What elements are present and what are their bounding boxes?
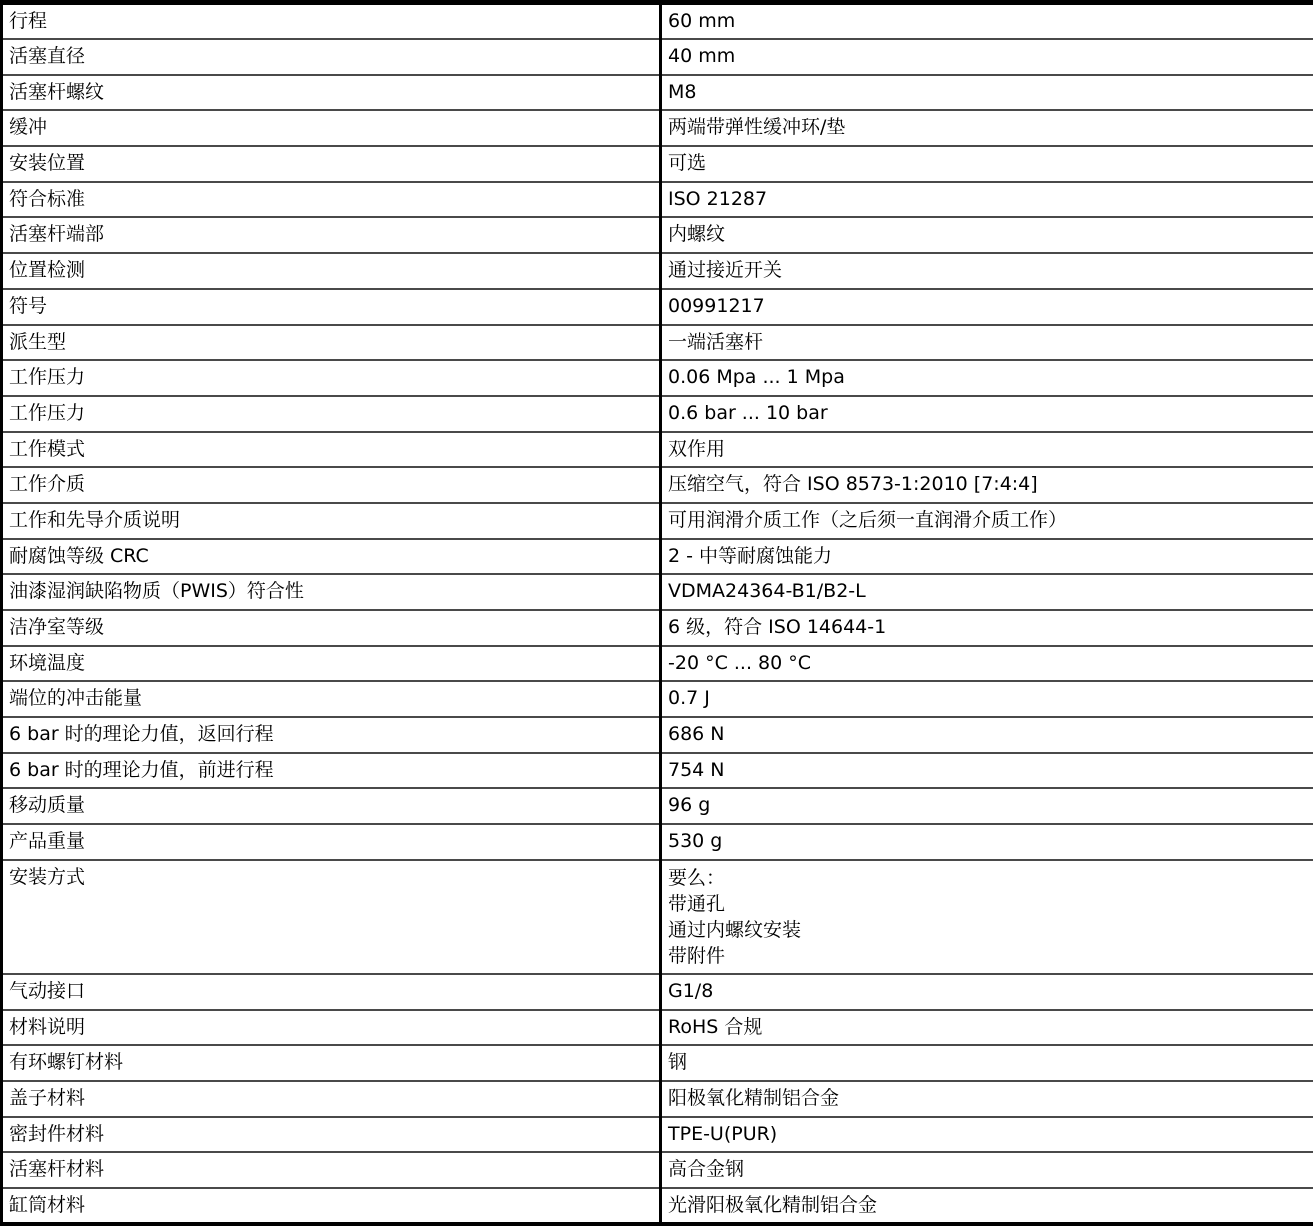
mounting-line: 通过内螺纹安装 [668, 918, 802, 941]
table-row [2, 824, 1313, 860]
spec-label: 端位的冲击能量 [2, 681, 661, 717]
spec-value: 6 级，符合 ISO 14644-1 [661, 610, 1313, 646]
table-row [2, 253, 1313, 289]
spec-label: 活塞杆螺纹 [2, 75, 661, 111]
spec-label: 工作压力 [2, 396, 661, 432]
spec-label: 工作压力 [2, 360, 661, 396]
spec-label: 安装位置 [2, 146, 661, 182]
spec-value: 阳极氧化精制铝合金 [661, 1081, 1313, 1117]
table-row [2, 146, 1313, 182]
spec-label: 材料说明 [2, 1010, 661, 1046]
table-row [2, 539, 1313, 575]
spec-value: -20 °C ... 80 °C [661, 646, 1313, 682]
table-row-mounting [2, 860, 1313, 974]
table-row [2, 289, 1313, 325]
spec-value: 两端带弹性缓冲环/垫 [661, 110, 1313, 146]
spec-label: 工作模式 [2, 432, 661, 468]
table-row [2, 325, 1313, 361]
spec-value: 96 g [661, 788, 1313, 824]
table-row [2, 646, 1313, 682]
spec-value: 0.06 Mpa ... 1 Mpa [661, 360, 1313, 396]
spec-label: 符号 [2, 289, 661, 325]
spec-label: 安装方式 [2, 860, 661, 974]
spec-value: 2 - 中等耐腐蚀能力 [661, 539, 1313, 575]
spec-value: M8 [661, 75, 1313, 111]
spec-label: 位置检测 [2, 253, 661, 289]
spec-value: 686 N [661, 717, 1313, 753]
spec-label: 工作介质 [2, 467, 661, 503]
spec-table-body [2, 3, 1313, 1224]
spec-label: 派生型 [2, 325, 661, 361]
spec-value: G1/8 [661, 974, 1313, 1010]
spec-label: 工作和先导介质说明 [2, 503, 661, 539]
table-row [2, 467, 1313, 503]
table-row [2, 503, 1313, 539]
spec-value: 60 mm [661, 3, 1313, 40]
table-row [2, 75, 1313, 111]
spec-label: 耐腐蚀等级 CRC [2, 539, 661, 575]
spec-label: 活塞杆端部 [2, 217, 661, 253]
spec-value: 钢 [661, 1045, 1313, 1081]
spec-value: 40 mm [661, 39, 1313, 75]
table-row [2, 1152, 1313, 1188]
table-row [2, 610, 1313, 646]
table-row [2, 3, 1313, 40]
spec-label: 活塞杆材料 [2, 1152, 661, 1188]
spec-value: 0.7 J [661, 681, 1313, 717]
table-row [2, 182, 1313, 218]
spec-value: 通过接近开关 [661, 253, 1313, 289]
mounting-line: 要么： [668, 866, 726, 889]
spec-value: 可用润滑介质工作（之后须一直润滑介质工作） [661, 503, 1313, 539]
spec-value: 0.6 bar ... 10 bar [661, 396, 1313, 432]
spec-label: 环境温度 [2, 646, 661, 682]
spec-value: 内螺纹 [661, 217, 1313, 253]
spec-value: 一端活塞杆 [661, 325, 1313, 361]
table-row [2, 1045, 1313, 1081]
spec-label: 活塞直径 [2, 39, 661, 75]
spec-value [661, 860, 1313, 974]
spec-label: 油漆湿润缺陷物质（PWIS）符合性 [2, 574, 661, 610]
spec-label: 缓冲 [2, 110, 661, 146]
spec-value: 754 N [661, 753, 1313, 789]
table-row [2, 574, 1313, 610]
spec-label: 盖子材料 [2, 1081, 661, 1117]
table-row [2, 681, 1313, 717]
table-row [2, 432, 1313, 468]
spec-label: 产品重量 [2, 824, 661, 860]
table-row [2, 1081, 1313, 1117]
spec-value: VDMA24364-B1/B2-L [661, 574, 1313, 610]
spec-label: 气动接口 [2, 974, 661, 1010]
spec-value: ISO 21287 [661, 182, 1313, 218]
spec-value: 双作用 [661, 432, 1313, 468]
spec-label: 符合标准 [2, 182, 661, 218]
table-row [2, 717, 1313, 753]
spec-label: 移动质量 [2, 788, 661, 824]
spec-label: 行程 [2, 3, 661, 40]
table-row [2, 217, 1313, 253]
table-row [2, 1188, 1313, 1224]
spec-value: 可选 [661, 146, 1313, 182]
table-row [2, 39, 1313, 75]
spec-label: 洁净室等级 [2, 610, 661, 646]
spec-value: 高合金钢 [661, 1152, 1313, 1188]
table-row [2, 360, 1313, 396]
spec-label: 6 bar 时的理论力值，前进行程 [2, 753, 661, 789]
spec-label: 6 bar 时的理论力值，返回行程 [2, 717, 661, 753]
spec-value: 压缩空气，符合 ISO 8573-1:2010 [7:4:4] [661, 467, 1313, 503]
table-row [2, 974, 1313, 1010]
table-row [2, 396, 1313, 432]
mounting-line: 带通孔 [668, 892, 726, 915]
table-row [2, 1010, 1313, 1046]
spec-value: 530 g [661, 824, 1313, 860]
spec-label: 有环螺钉材料 [2, 1045, 661, 1081]
mounting-line: 带附件 [668, 944, 726, 967]
spec-value: TPE-U(PUR) [661, 1117, 1313, 1153]
spec-label: 缸筒材料 [2, 1188, 661, 1224]
spec-value: 光滑阳极氧化精制铝合金 [661, 1188, 1313, 1224]
table-row [2, 110, 1313, 146]
table-row [2, 753, 1313, 789]
spec-value: RoHS 合规 [661, 1010, 1313, 1046]
table-row [2, 1117, 1313, 1153]
spec-value: 00991217 [661, 289, 1313, 325]
table-row [2, 788, 1313, 824]
spec-label: 密封件材料 [2, 1117, 661, 1153]
